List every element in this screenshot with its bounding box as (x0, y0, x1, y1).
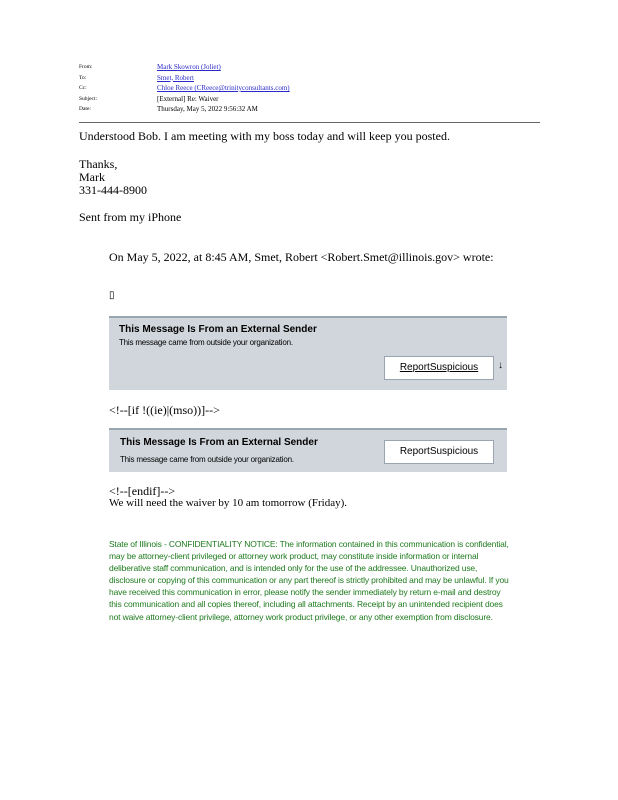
report-suspicious-button-1[interactable] (384, 356, 494, 380)
banner2-subtitle: This message came from outside your organization. (120, 455, 294, 464)
to-label: To: (79, 74, 87, 81)
confidentiality-notice: State of Illinois - CONFIDENTIALITY NOTICE: The information contained in this communication is confidential, may be attorney-client privileged or attorney work product, may constitute inside information or internal deliberative staff communication, and is intended only for the use of the addressee. Unauthorized use, disclosure or copying of this communication or any part thereof is strictly prohibited and may be unlawful. If you have received this communication in error, please notify the sender immediately by return e-mail and destroy this communication and all copies thereof, including all attachments. Receipt by an unintended recipient does not waive attorney-client privilege, attorney work product privilege, or any other exemption from disclosure. (109, 539, 509, 622)
subject-label: Subject: (79, 95, 98, 102)
placeholder-glyph-icon: ▯ (109, 290, 115, 301)
banner1-title: This Message Is From an External Sender (119, 324, 317, 335)
report-suspicious-label-1: ReportSuspicious (399, 362, 479, 373)
subject-value: [External] Re: Waiver (157, 94, 219, 103)
email-header (79, 62, 290, 115)
from-label: From: (79, 64, 93, 70)
to-link[interactable]: Smet, Robert (157, 73, 194, 82)
message-phone: 331-444-8900 (79, 183, 147, 197)
message-name: Mark (79, 170, 105, 184)
arrow-down-icon: ↓ (498, 360, 503, 371)
cc-label: Cc: (79, 85, 87, 91)
date-value: Thursday, May 5, 2022 9:56:32 AM (157, 105, 258, 113)
banner2-title: This Message Is From an External Sender (120, 437, 318, 448)
report-suspicious-label-2: ReportSuspicious (399, 446, 479, 457)
message-thanks: Thanks, (79, 157, 118, 171)
from-link[interactable]: Mark Skowron (Joliet) (157, 63, 221, 71)
quoted-intro: On May 5, 2022, at 8:45 AM, Smet, Robert <Robert.Smet@illinois.gov> wrote: (109, 250, 494, 264)
external-sender-banner-1 (109, 316, 507, 390)
cc-link[interactable]: Chloe Reece (CReece@trinityconsultants.com) (157, 84, 290, 92)
quoted-body: We will need the waiver by 10 am tomorrow (Friday). (109, 497, 347, 509)
message-sent-from: Sent from my iPhone (79, 210, 182, 224)
conditional-start-comment: <!--[if !((ie)|(mso))]--> (109, 403, 220, 417)
banner1-subtitle: This message came from outside your organization. (119, 338, 293, 347)
message-line1: Understood Bob. I am meeting with my boss today and will keep you posted. (79, 129, 450, 143)
report-suspicious-button-2[interactable] (384, 440, 494, 464)
external-sender-banner-2 (109, 428, 507, 472)
header-divider (79, 122, 540, 123)
date-label: Date: (79, 106, 91, 112)
conditional-end-comment: <!--[endif]--> (109, 484, 176, 498)
